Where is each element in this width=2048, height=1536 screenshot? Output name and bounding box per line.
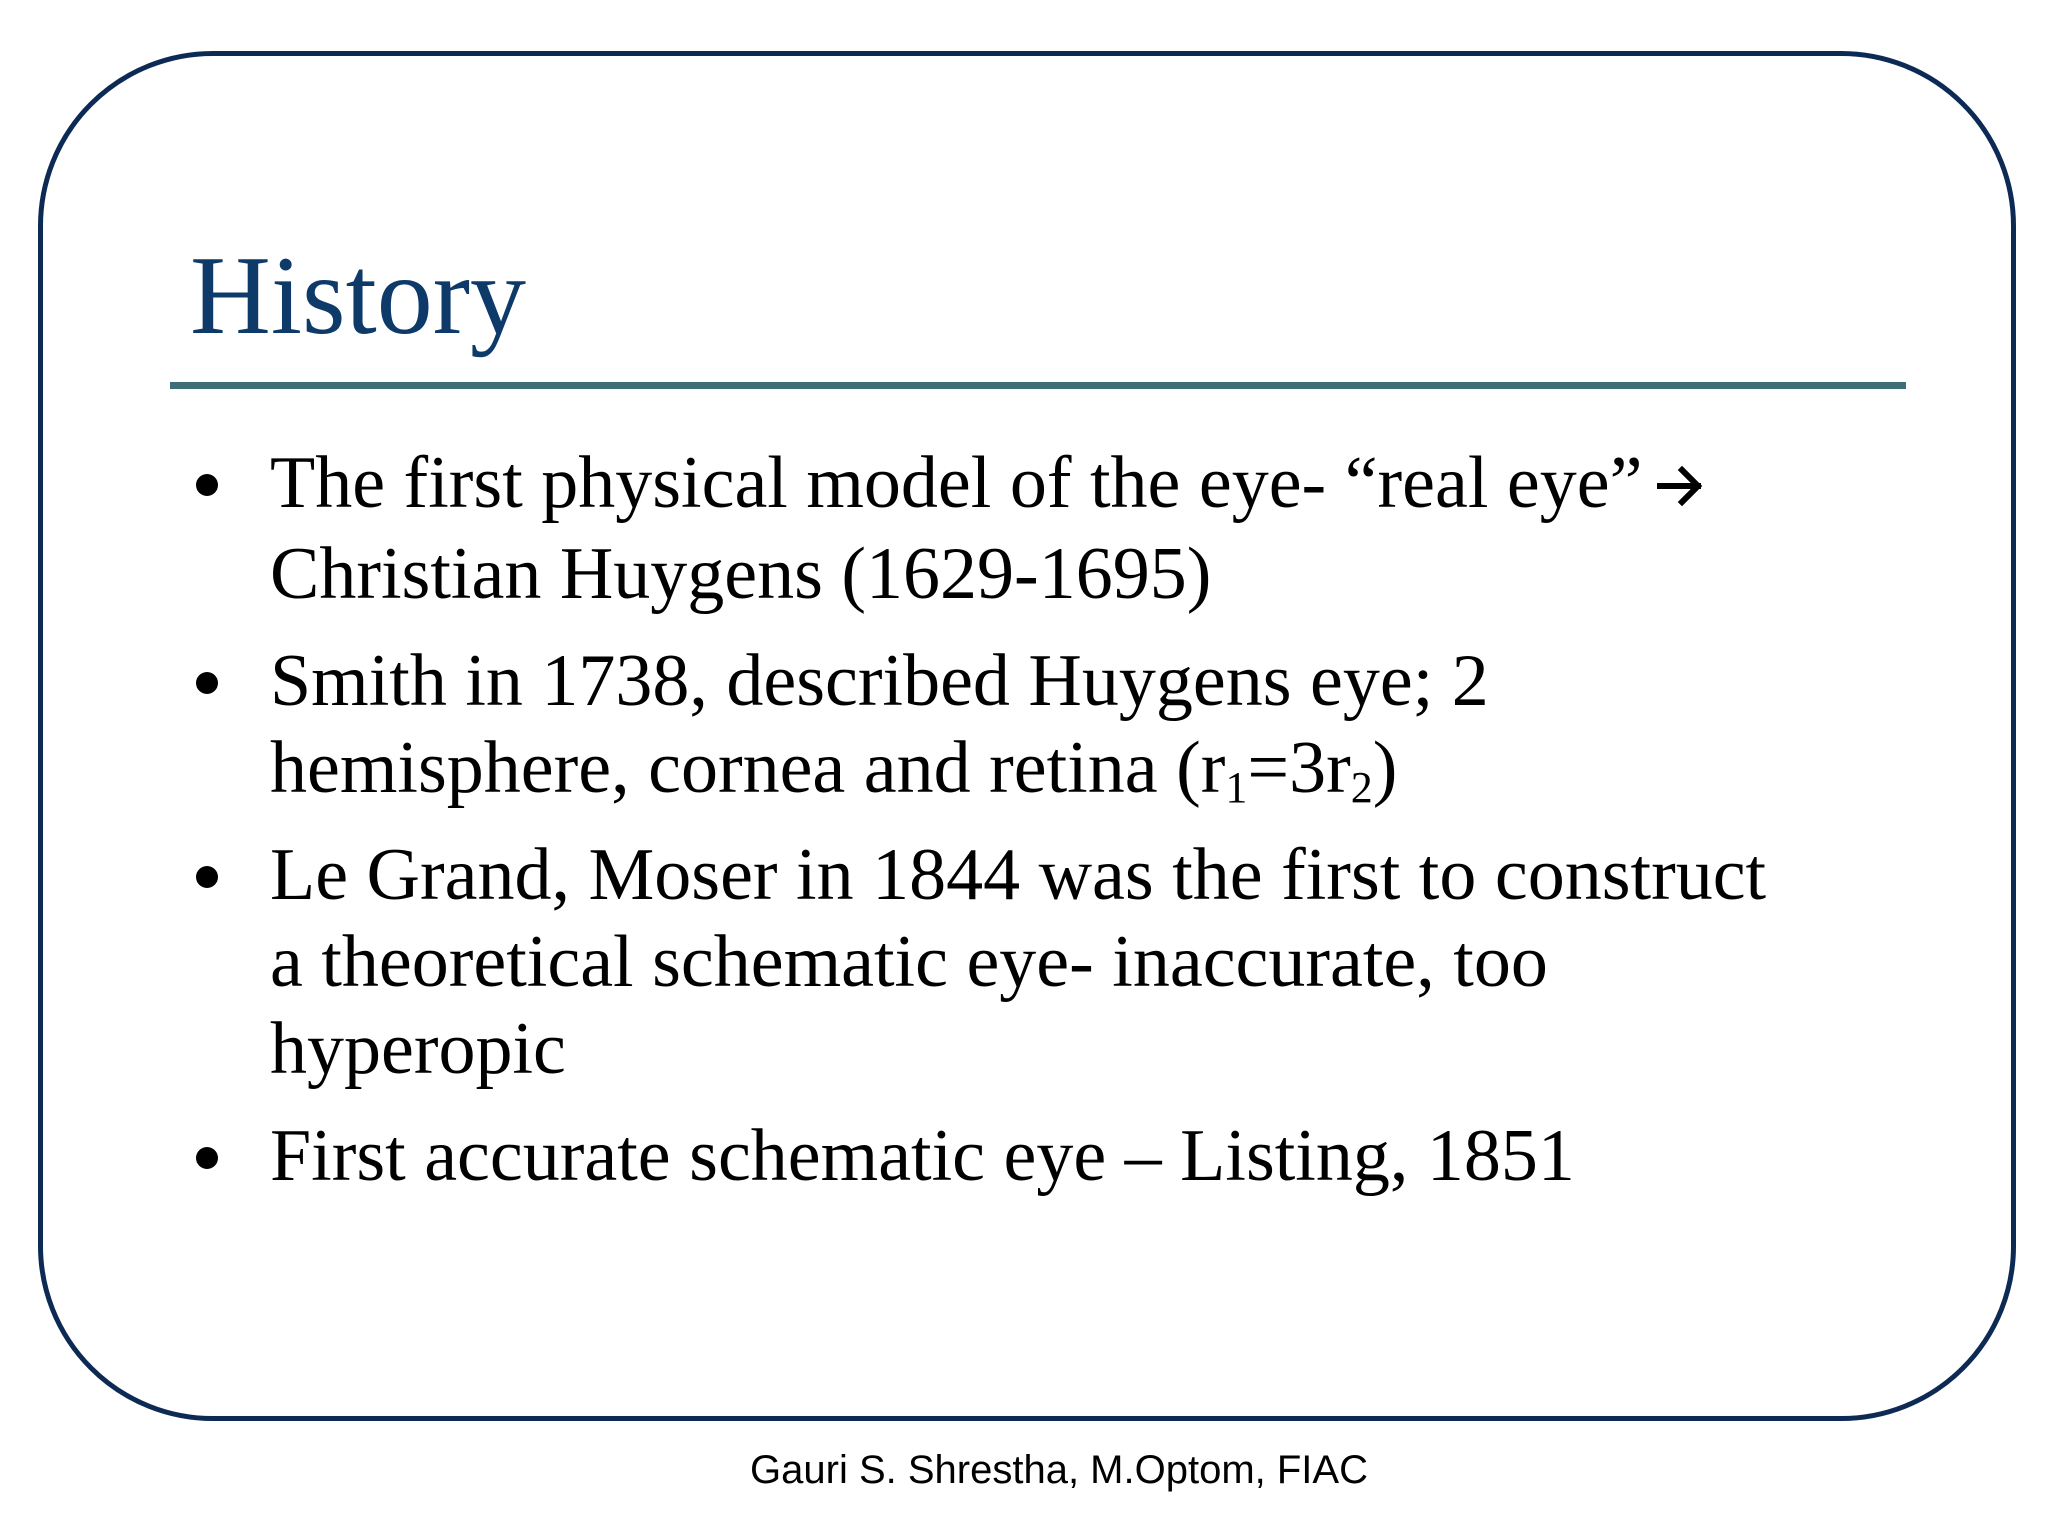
bullet-text: =3r (1247, 727, 1351, 809)
title-divider (170, 382, 1906, 389)
bullet-text: hyperopic (270, 1008, 566, 1090)
bullet-item-huygens-model (190, 440, 1890, 618)
bullet-text: Christian Huygens (1629-1695) (270, 533, 1212, 615)
bullet-dot-icon (196, 1147, 218, 1169)
bullet-text: The first physical model of the eye- “real eye” (270, 442, 1643, 524)
bullet-text: First accurate schematic eye – Listing, 1851 (270, 1115, 1575, 1197)
bullet-list (190, 440, 1890, 1220)
slide-footer-author: Gauri S. Shrestha, M.Optom, FIAC (750, 1448, 1368, 1492)
bullet-item-le-grand-moser (190, 832, 1890, 1093)
bullet-text: ) (1372, 727, 1398, 809)
bullet-dot-icon (196, 866, 218, 888)
bullet-item-listing (190, 1113, 1890, 1200)
bullet-dot-icon (196, 672, 218, 694)
right-arrow-icon (1656, 444, 1706, 531)
bullet-item-smith (190, 638, 1890, 812)
subscript: 2 (1350, 763, 1373, 812)
slide-title: History (190, 234, 526, 358)
bullet-text: hemisphere, cornea and retina (r (270, 727, 1226, 809)
subscript: 1 (1225, 763, 1248, 812)
bullet-text: Smith in 1738, described Huygens eye; 2 (270, 640, 1489, 722)
bullet-dot-icon (196, 474, 218, 496)
bullet-text: Le Grand, Moser in 1844 was the first to construct (270, 834, 1767, 916)
bullet-text: a theoretical schematic eye- inaccurate, too (270, 921, 1548, 1003)
